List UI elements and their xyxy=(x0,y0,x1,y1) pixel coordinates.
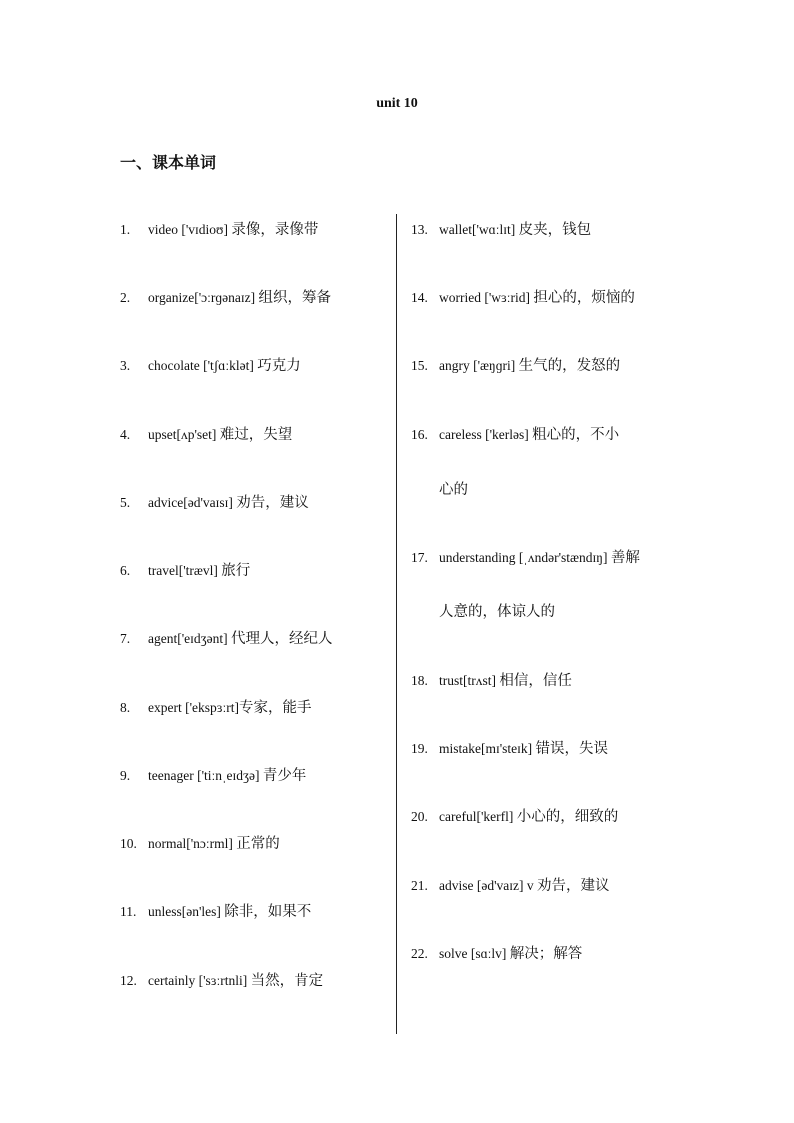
vocab-item xyxy=(120,562,250,580)
item-word: upset[ʌp'set] xyxy=(148,427,220,442)
vocab-item xyxy=(411,945,582,963)
item-meaning: 劝告，建议 xyxy=(537,878,610,894)
item-number: 20. xyxy=(411,809,428,824)
item-word: teenager ['tiːnˌeɪdʒə] xyxy=(148,768,263,783)
item-meaning: 除非，如果不 xyxy=(224,904,312,920)
item-word: normal['nɔːrml] xyxy=(148,836,237,851)
item-word: mistake[mɪ'steɪk] xyxy=(439,741,536,756)
item-meaning: 担心的，烦恼的 xyxy=(533,290,635,306)
item-word: solve [sɑːlv] xyxy=(439,946,510,961)
item-number: 6. xyxy=(120,563,131,578)
vocab-item xyxy=(411,877,610,895)
vocab-item xyxy=(411,808,618,826)
item-meaning: 旅行 xyxy=(221,563,251,579)
item-meaning: 难过，失望 xyxy=(219,427,293,443)
item-number: 21. xyxy=(411,878,428,893)
item-word: careless ['kerləs] xyxy=(439,427,533,442)
item-number: 17. xyxy=(411,550,428,565)
vocab-item xyxy=(120,903,311,921)
item-word: trust[trʌst] xyxy=(439,673,500,688)
item-meaning: 专家，能手 xyxy=(238,700,312,716)
vocab-item xyxy=(411,289,635,307)
vocab-item xyxy=(120,357,301,375)
item-word: understanding [ˌʌndər'stændɪŋ] xyxy=(439,550,611,565)
section-heading: 一、课本单词 xyxy=(120,153,217,172)
item-number: 7. xyxy=(120,631,131,646)
item-number: 3. xyxy=(120,358,131,373)
item-number: 8. xyxy=(120,700,131,715)
vocab-item xyxy=(120,494,309,512)
item-meaning: 代理人，经纪人 xyxy=(231,631,333,647)
item-number: 5. xyxy=(120,495,131,510)
vocab-item xyxy=(411,740,608,758)
column-divider xyxy=(396,214,397,1034)
item-meaning: 小心的，细致的 xyxy=(516,809,619,825)
vocab-item xyxy=(120,835,280,853)
vocab-item xyxy=(120,426,292,444)
item-number: 19. xyxy=(411,741,428,756)
item-meaning-continuation: 人意的，体谅人的 xyxy=(439,604,555,620)
item-meaning: 解决；解答 xyxy=(509,946,583,962)
item-number: 15. xyxy=(411,358,428,373)
item-word: video ['vɪdioʊ] xyxy=(148,222,232,237)
vocab-item xyxy=(411,672,572,690)
item-word: wallet['wɑːlɪt] xyxy=(439,222,519,237)
item-meaning: 劝告，建议 xyxy=(236,495,309,511)
item-meaning: 粗心的，不小 xyxy=(532,427,620,443)
vocab-item xyxy=(411,221,591,239)
item-meaning: 皮夹，钱包 xyxy=(518,222,592,238)
item-word: certainly ['sɜːrtnli] xyxy=(148,973,251,988)
vocab-item xyxy=(411,549,640,567)
item-number: 16. xyxy=(411,427,428,442)
item-word: careful['kerfl] xyxy=(439,809,517,824)
item-word: agent['eɪdʒənt] xyxy=(148,631,232,646)
item-number: 22. xyxy=(411,946,428,961)
item-number: 12. xyxy=(120,973,137,988)
item-meaning: 相信，信任 xyxy=(499,673,572,689)
item-number: 10. xyxy=(120,836,137,851)
item-word: organize['ɔːrɡənaɪz] xyxy=(148,290,259,305)
item-meaning: 错误，失误 xyxy=(535,741,609,757)
item-word: unless[ən'les] xyxy=(148,904,225,919)
vocab-item xyxy=(120,972,323,990)
item-word: chocolate ['tʃɑːklət] xyxy=(148,358,258,373)
item-meaning: 善解 xyxy=(610,550,640,566)
item-number: 11. xyxy=(120,904,137,919)
vocab-item xyxy=(120,289,331,307)
item-meaning: 青少年 xyxy=(262,768,307,784)
item-number: 4. xyxy=(120,427,131,442)
vocab-item xyxy=(120,767,306,785)
item-number: 14. xyxy=(411,290,428,305)
item-meaning: 当然，肯定 xyxy=(250,973,324,989)
item-word: advise [əd'vaɪz] v xyxy=(439,878,538,893)
item-meaning: 组织，筹备 xyxy=(258,290,331,306)
item-number: 18. xyxy=(411,673,428,688)
item-meaning: 录像，录像带 xyxy=(231,222,319,238)
item-meaning: 生气的，发怒的 xyxy=(518,358,621,374)
vocab-item xyxy=(411,426,619,444)
item-number: 1. xyxy=(120,222,131,237)
item-number: 2. xyxy=(120,290,131,305)
item-word: angry ['æŋɡri] xyxy=(439,358,519,373)
item-word: expert ['ekspɜːrt] xyxy=(148,700,239,715)
vocab-item xyxy=(120,221,318,239)
page-title: unit 10 xyxy=(376,96,418,111)
item-meaning: 正常的 xyxy=(236,836,280,852)
vocab-item xyxy=(120,699,311,717)
item-word: worried ['wɜːrid] xyxy=(439,290,534,305)
vocab-item xyxy=(411,357,620,375)
item-number: 9. xyxy=(120,768,131,783)
item-number: 13. xyxy=(411,222,428,237)
item-word: travel['trævl] xyxy=(148,563,222,578)
item-meaning-continuation: 心的 xyxy=(439,482,468,498)
item-meaning: 巧克力 xyxy=(257,358,301,374)
vocab-item xyxy=(120,630,333,648)
item-word: advice[əd'vaɪsɪ] xyxy=(148,495,237,510)
